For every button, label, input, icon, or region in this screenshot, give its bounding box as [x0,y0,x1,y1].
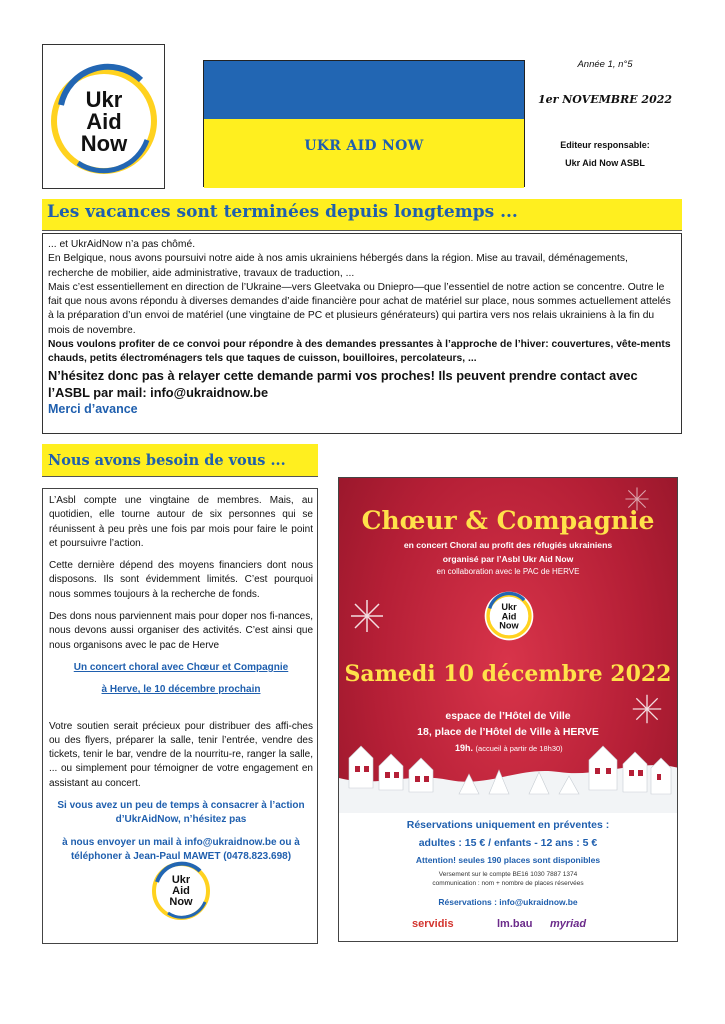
poster-payment-account: Versement sur le compte BE16 1030 7887 1374 [438,871,578,878]
flag-blue-band [204,61,524,119]
small-logo-line2: Aid [172,885,190,897]
sponsor-servidis-logo: servidis [412,918,454,930]
ukraidnow-logo-icon [43,45,166,190]
poster-logo-line1: Ukr [501,602,517,613]
section2-heading: Nous avons besoin de vous ... [48,452,286,469]
poster-logo-icon [483,590,535,642]
small-logo-line3: Now [169,896,193,908]
poster-address: 18, place de l’Hôtel de Ville à HERVE [417,726,599,738]
poster-title: Chœur & Compagnie [361,506,655,535]
section1-request: Nous voulons profiter de ce convoi pour répondre à des demandes pressantes à l’approche de l’hiver: couvertures, vête-ments chauds, petits électroménagers tels que taques de cuisson, bouilloires, percolateurs, ... [48,339,671,365]
section2-paragraph: Cette dernière dépend des moyens financiers dont nous disposons. Ils sont évidemment limités. C’est pourquoi nous sommes toujours à la recherche de fonds. [49,560,313,600]
sponsor-myriad-logo: myriad [550,918,587,930]
concert-link[interactable]: Un concert choral avec Chœur et Compagnie [73,661,289,673]
section2-paragraph: Des dons nous parviennent mais pour doper nos fi-nances, nous devons aussi organiser des activités. C’est ainsi que nous organisons avec le pac de Herve [49,611,313,651]
poster-subtitle: en concert Choral au profit des réfugiés ukrainiens [403,540,613,550]
concert-date-link[interactable]: à Herve, le 10 décembre prochain [101,684,261,696]
section1-banner [42,199,682,231]
ukraine-flag-banner [203,60,525,187]
section2-contact: à nous envoyer un mail à info@ukraidnow.be ou à téléphoner à Jean-Paul MAWET (0478.823.698) [62,836,300,862]
poster-reservations: Réservations uniquement en préventes : [406,819,610,831]
poster-bottom-panel [339,813,677,941]
section1-box [42,233,682,434]
section1-relay: N’hésitez donc pas à relayer cette demande parmi vos proches! Ils peuvent prendre contact avec l’ASBL par mail: info@ukraidnow.be [48,367,638,400]
section1-thanks: Merci d’avance [48,401,138,416]
section1-line: ... et UkrAidNow n’a pas chômé. [48,239,196,250]
section1-heading: Les vacances sont terminées depuis longtemps ... [47,202,518,222]
sponsor-lmbau-logo: lm.bau [497,918,533,930]
poster-prices: adultes : 15 € / enfants - 12 ans : 5 € [418,837,598,849]
editor-label: Editeur responsable: [560,140,650,150]
poster-payment-communication: communication : nom + nombre de places réservées [432,880,584,887]
poster-date: Samedi 10 décembre 2022 [344,661,672,687]
logo-line1: Ukr [85,87,123,112]
village-illustration [339,708,678,814]
section1-line: Mais c’est essentiellement en direction de l’Ukraine—vers Gleetvaka ou Dniepro—que l’essentiel de notre action se concentre. Outre le fait que nous avons répondu à diverses demandes d’aide financière pour achat de matériel sur place, nous sommes actuellement attelés à la préparation d’un envoi de matériel (une vingtaine de PC et plusieurs générateurs) qui partira vers nos relais ukrainiens à la fin du mois de novembre. [48,281,671,336]
poster-time-value: 19h. [455,743,474,753]
section1-line: En Belgique, nous avons poursuivi notre aide à nos amis ukrainiens hébergés dans la région. Mise au travail, déménagements, recherche de mobilier, aide administrative, travaux de traduction, ... [48,253,628,279]
poster-logo-line3: Now [499,620,519,631]
issue-number: Année 1, n°5 [577,59,633,70]
section2-paragraph: L’Asbl compte une vingtaine de membres. Mais, au quotidien, elle tourne autour de six personnes qui se réunissent à peu près une fois par mois pour faire le point et poursuivre l’action. [49,495,313,549]
poster-mail: Réservations : info@ukraidnow.be [438,897,578,907]
poster-attention: Attention! seules 190 places sont disponibles [415,855,601,865]
poster-logo-line2: Aid [501,611,517,622]
section2-box [42,488,318,944]
newsletter-title: UKR AID NOW [304,138,424,154]
section2-cta: Si vous avez un peu de temps à consacrer à l’action d’UkrAidNow, n’hésitez pas [57,800,305,826]
concert-poster [338,477,678,942]
poster-collaboration: en collaboration avec le PAC de HERVE [436,567,580,576]
poster-organizer: organisé par l’Asbl Ukr Aid Now [442,554,574,564]
editor-name: Ukr Aid Now ASBL [565,158,645,168]
logo-line3: Now [80,131,128,156]
section2-paragraph: Votre soutien serait précieux pour distribuer des affi-ches ou des flyers, préparer la salle, tenir l’entrée, vendre des tickets, tenir le bar, vendre de la nourritu-re, ranger la salle, ... ou simplement pour témoigner de votre engagement en assistant au concert. [49,720,313,789]
ukraidnow-small-logo-icon [150,860,212,922]
snowflake-icon [349,598,385,634]
logo-box [42,44,165,189]
poster-time-note: (accueil à partir de 18h30) [475,744,563,753]
section2-banner [42,444,318,477]
logo-line2: Aid [86,109,122,134]
issue-date: 1er NOVEMBRE 2022 [537,93,673,106]
small-logo-line1: Ukr [171,874,191,886]
poster-venue: espace de l’Hôtel de Ville [445,710,571,722]
